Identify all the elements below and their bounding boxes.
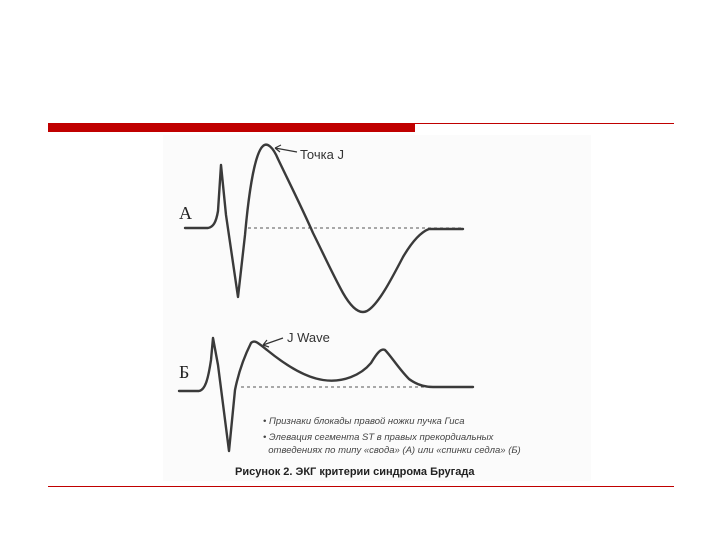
panel-b-annotation: J Wave (287, 330, 330, 345)
top-thin-rule (415, 123, 674, 124)
bullet-line-1: • Признаки блокады правой ножки пучка Гиса (263, 416, 465, 427)
bullet-line-2: • Элевация сегмента ST в правых прекордиальных (263, 432, 494, 443)
bullet-line-3: отведениях по типу «свода» (А) или «спинки седла» (Б) (263, 445, 521, 456)
figure-caption: Рисунок 2. ЭКГ критерии синдрома Бругада (235, 466, 475, 478)
panel-b-label: Б (179, 362, 190, 382)
bottom-thin-rule (48, 486, 674, 487)
panel-a-label: А (179, 203, 192, 223)
ecg-figure (163, 135, 591, 481)
top-red-bar (48, 123, 415, 132)
panel-a-ecg-trace (185, 145, 463, 312)
panel-a-arrow (275, 145, 297, 152)
panel-a-annotation: Точка J (300, 147, 344, 162)
ecg-figure-svg (163, 135, 591, 481)
panel-b-arrow (263, 338, 283, 347)
